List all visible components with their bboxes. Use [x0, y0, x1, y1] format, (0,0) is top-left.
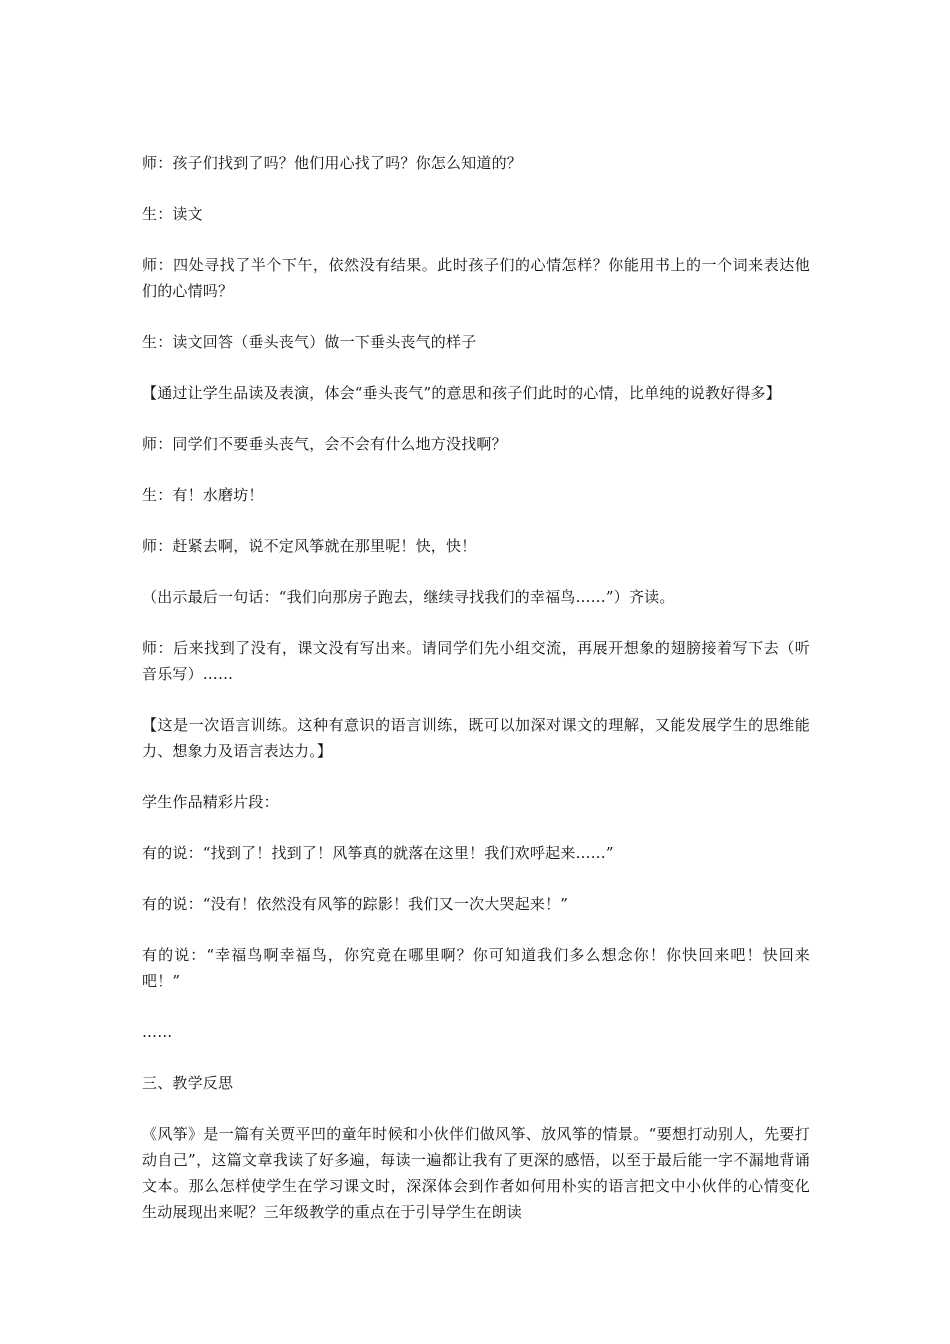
paragraph-student-work-2: 有的说：“没有！依然没有风筝的踪影！我们又一次大哭起来！”: [142, 895, 569, 913]
paragraph-commentary-1: 【通过让学生品读及表演，体会“垂头丧气”的意思和孩子们此时的心情，比单纯的说教好得多】: [142, 384, 781, 402]
paragraph-student-answer-3: 生：有！水磨坊！: [142, 486, 264, 504]
paragraph-student-answer-2: 生：读文回答（垂头丧气）做一下垂头丧气的样子: [142, 333, 477, 351]
paragraph-commentary-2: 【这是一次语言训练。这种有意识的语言训练，既可以加深对课文的理解，又能发展学生的思维能力、想象力及语言表达力。】: [142, 716, 810, 760]
document-body: [142, 150, 810, 1250]
paragraph-student-answer-1: 生：读文: [142, 205, 203, 223]
paragraph-student-work-3: 有的说：“幸福鸟啊幸福鸟，你究竟在哪里啊？你可知道我们多么想念你！你快回来吧！快回来吧！”: [142, 946, 810, 990]
paragraph-student-works-heading: 学生作品精彩片段：: [142, 793, 279, 811]
section-heading-reflection: 三、教学反思: [142, 1074, 234, 1092]
paragraph-student-work-1: 有的说：“找到了！找到了！风筝真的就落在这里！我们欢呼起来……”: [142, 844, 614, 862]
paragraph-teacher-writing-task: 师：后来找到了没有，课文没有写出来。请同学们先小组交流，再展开想象的翅膀接着写下去（听音乐写）……: [142, 639, 810, 683]
paragraph-reflection-body: 《风筝》是一篇有关贾平凹的童年时候和小伙伴们做风筝、放风筝的情景。“要想打动别人，先要打动自己”，这篇文章我读了好多遍，每读一遍都让我有了更深的感悟，以至于最后能一字不漏地背诵文本。那么怎样使学生在学习课文时，深深体会到作者如何用朴实的语言把文中小伙伴的心情变化生动展现出来呢？三年级教学的重点在于引导学生在朗读: [142, 1125, 810, 1221]
paragraph-teacher-prompt: 师：赶紧去啊，说不定风筝就在那里呢！快，快！: [142, 537, 477, 555]
paragraph-teacher-question-3: 师：同学们不要垂头丧气，会不会有什么地方没找啊？: [142, 435, 507, 453]
paragraph-last-sentence: （出示最后一句话：“我们向那房子跑去，继续寻找我们的幸福鸟……”）齐读。: [142, 588, 675, 606]
paragraph-teacher-question-2: 师：四处寻找了半个下午，依然没有结果。此时孩子们的心情怎样？你能用书上的一个词来表达他们的心情吗？: [142, 256, 810, 300]
paragraph-teacher-question-1: 师：孩子们找到了吗？他们用心找了吗？你怎么知道的？: [142, 154, 523, 172]
paragraph-ellipsis: ……: [142, 1023, 173, 1041]
